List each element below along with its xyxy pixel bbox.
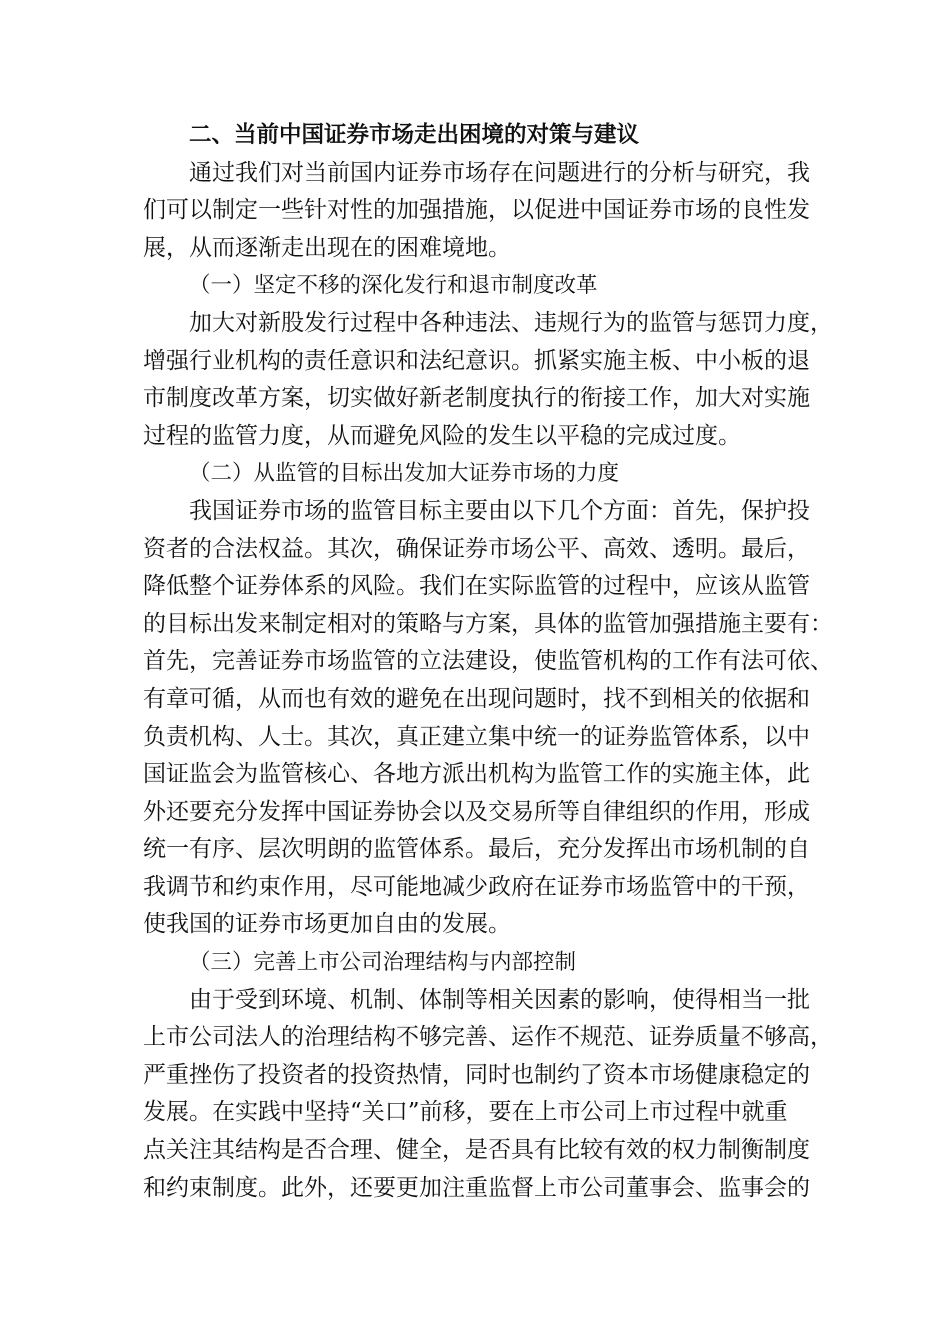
paragraph-line: 负责机构、人士。其次，真正建立集中统一的证券监管体系，以中 bbox=[143, 723, 810, 750]
paragraph-line: 统一有序、层次明朗的监管体系。最后，充分发挥出市场机制的自 bbox=[143, 836, 810, 863]
paragraph-line: 有章可循，从而也有效的避免在出现问题时，找不到相关的依据和 bbox=[143, 685, 810, 712]
paragraph-line: 使我国的证券市场更加自由的发展。 bbox=[143, 911, 511, 938]
paragraph-4 bbox=[143, 982, 833, 1208]
subheading-3: （三）完善上市公司治理结构与内部控制 bbox=[189, 950, 577, 976]
paragraph-2 bbox=[143, 305, 833, 455]
paragraph-line: 的目标出发来制定相对的策略与方案，具体的监管加强措施主要有： bbox=[143, 610, 833, 637]
paragraph-line: 外还要充分发挥中国证券协会以及交易所等自律组织的作用，形成 bbox=[143, 798, 810, 825]
paragraph-line: 加大对新股发行过程中各种违法、违规行为的监管与惩罚力度， bbox=[189, 309, 833, 336]
paragraph-3 bbox=[143, 493, 833, 944]
paragraph-line: 点关注其结构是否合理、健全，是否具有比较有效的权力制衡制度 bbox=[143, 1137, 810, 1164]
paragraph-line: 我国证券市场的监管目标主要由以下几个方面：首先，保护投 bbox=[189, 497, 810, 524]
paragraph-line: 市制度改革方案，切实做好新老制度执行的衔接工作，加大对实施 bbox=[143, 385, 810, 412]
paragraph-line: 增强行业机构的责任意识和法纪意识。抓紧实施主板、中小板的退 bbox=[143, 347, 810, 374]
paragraph-line: 过程的监管力度，从而避免风险的发生以平稳的完成过度。 bbox=[143, 422, 741, 449]
paragraph-line: 国证监会为监管核心、各地方派出机构为监管工作的实施主体，此 bbox=[143, 761, 810, 788]
paragraph-line: 通过我们对当前国内证券市场存在问题进行的分析与研究，我 bbox=[189, 159, 810, 186]
paragraph-line: 严重挫伤了投资者的投资热情，同时也制约了资本市场健康稳定的 bbox=[143, 1061, 810, 1088]
paragraph-line: 上市公司法人的治理结构不够完善、运作不规范、证券质量不够高， bbox=[143, 1024, 833, 1051]
paragraph-line: 降低整个证券体系的风险。我们在实际监管的过程中，应该从监管 bbox=[143, 573, 810, 600]
paragraph-line: 们可以制定一些针对性的加强措施，以促进中国证券市场的良性发 bbox=[143, 197, 810, 224]
subheading-2: （二）从监管的目标出发加大证券市场的力度 bbox=[189, 461, 620, 487]
paragraph-line: 资者的合法权益。其次，确保证券市场公平、高效、透明。最后， bbox=[143, 535, 810, 562]
paragraph-line: 展，从而逐渐走出现在的困难境地。 bbox=[143, 234, 511, 261]
paragraph-line: 和约束制度。此外，还要更加注重监督上市公司董事会、监事会的 bbox=[143, 1174, 810, 1201]
paragraph-line: 首先，完善证券市场监管的立法建设，使监管机构的工作有法可依、 bbox=[143, 648, 833, 675]
section-heading: 二、当前中国证券市场走出困境的对策与建议 bbox=[189, 122, 640, 148]
paragraph-line: 由于受到环境、机制、体制等相关因素的影响，使得相当一批 bbox=[189, 986, 810, 1013]
paragraph-1 bbox=[143, 155, 815, 268]
paragraph-line: 发展。在实践中坚持“关口”前移，要在上市公司上市过程中就重 bbox=[143, 1099, 788, 1126]
paragraph-line: 我调节和约束作用，尽可能地减少政府在证券市场监管中的干预， bbox=[143, 873, 810, 900]
subheading-1: （一）坚定不移的深化发行和退市制度改革 bbox=[189, 273, 598, 299]
